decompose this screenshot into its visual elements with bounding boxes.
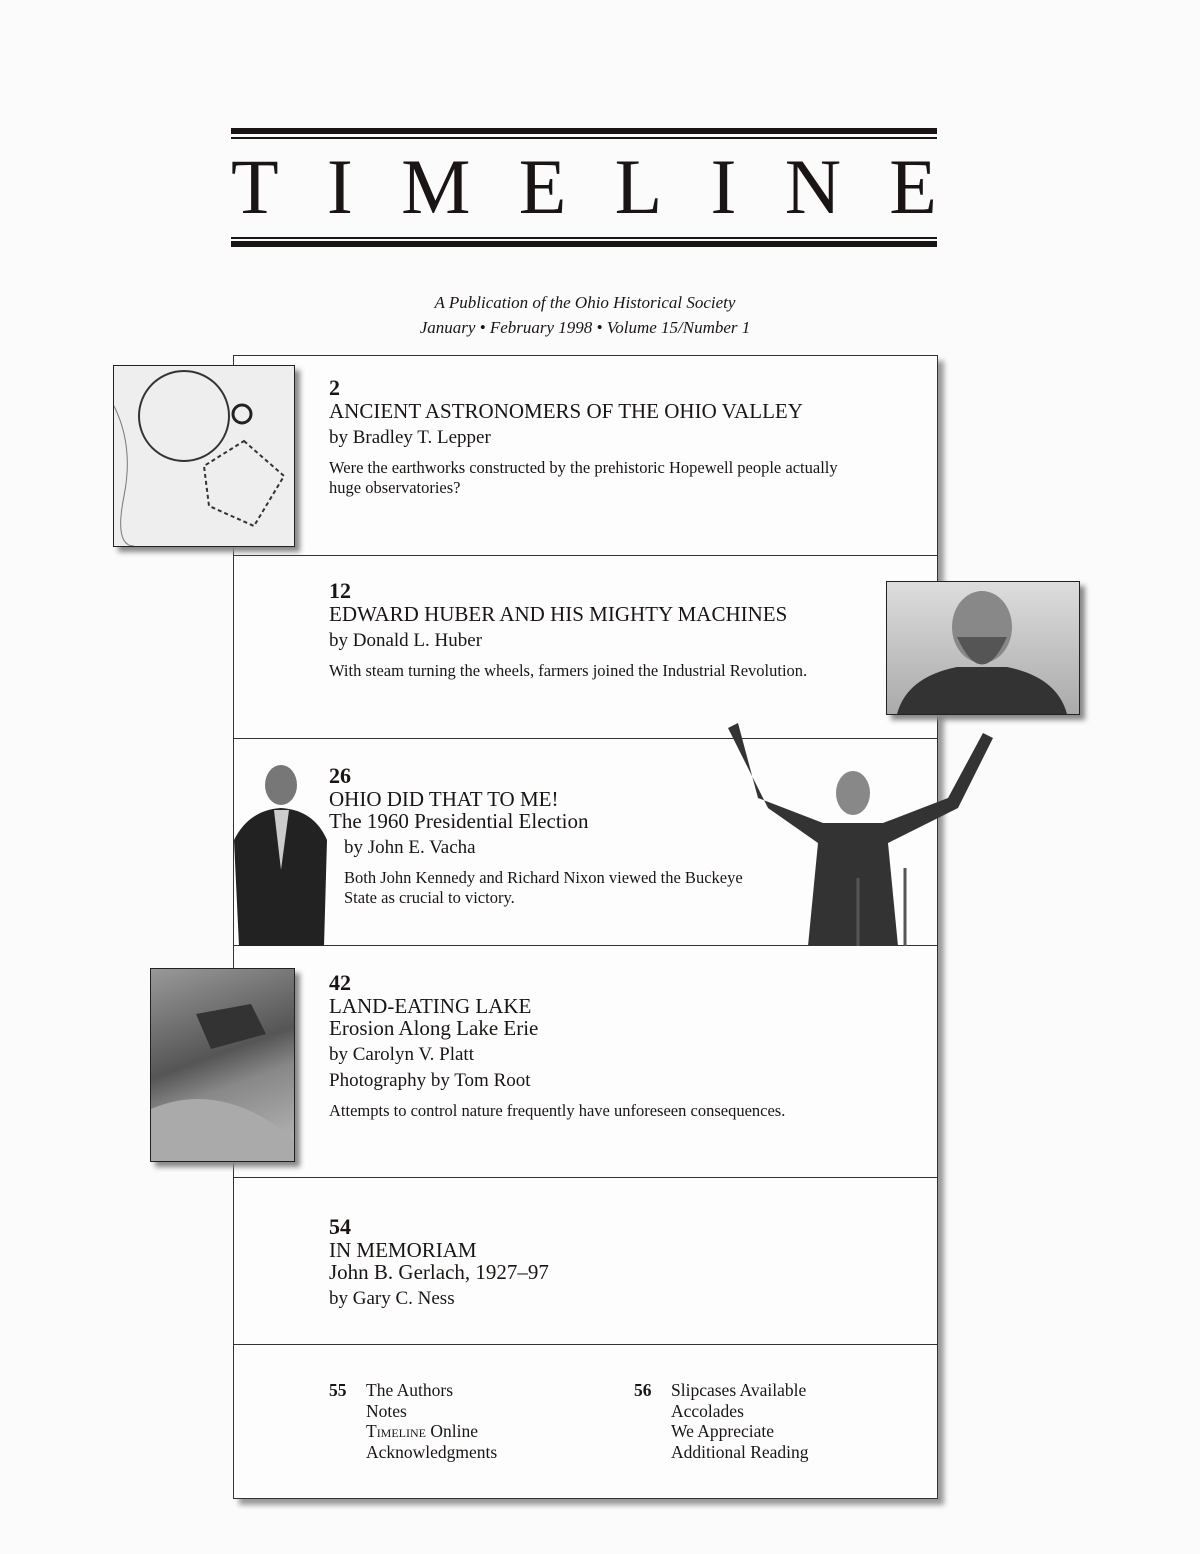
masthead-letter: T [231, 143, 279, 230]
publication-line: A Publication of the Ohio Historical Society [434, 293, 736, 312]
issue-line: January • February 1998 • Volume 15/Number 1 [419, 318, 751, 337]
article-entry[interactable] [234, 555, 937, 739]
masthead-letter: E [889, 143, 937, 230]
page-number: 55 [329, 1380, 347, 1400]
article-byline: by Bradley T. Lepper [329, 427, 491, 448]
article-description: With steam turning the wheels, farmers joined the Industrial Revolution. [329, 661, 808, 680]
timeline-smallcaps: Timeline [366, 1421, 427, 1441]
department-item[interactable]: Acknowledgments [366, 1441, 498, 1462]
department-item[interactable]: The Authors [366, 1380, 454, 1400]
department-item[interactable]: Slipcases Available [671, 1380, 807, 1400]
page-number: 42 [329, 970, 351, 995]
departments-col-55 [329, 1380, 497, 1462]
masthead-letter: I [710, 143, 737, 230]
nixon-illustration [708, 718, 1005, 946]
aerial-illustration [151, 969, 294, 1161]
masthead-rule [231, 237, 937, 239]
page-number: 54 [329, 1214, 351, 1239]
earthworks-map-image [113, 365, 295, 547]
article-byline: by Carolyn V. Platt [329, 1044, 474, 1065]
page-number: 12 [329, 578, 351, 603]
masthead-title [231, 142, 937, 232]
masthead-letter: E [518, 143, 567, 230]
article-title[interactable]: OHIO DID THAT TO ME! [329, 787, 559, 811]
page-number: 26 [329, 763, 351, 788]
masthead-letter: L [614, 143, 663, 230]
article-entry[interactable] [234, 356, 937, 556]
article-description: Were the earthworks constructed by the prehistoric Hopewell people actually huge observatories? [329, 458, 838, 497]
department-item[interactable]: We Appreciate [671, 1421, 775, 1441]
article-subtitle: The 1960 Presidential Election [329, 809, 589, 833]
article-subtitle: John B. Gerlach, 1927–97 [329, 1260, 549, 1284]
map-illustration [114, 366, 294, 546]
article-title[interactable]: LAND-EATING LAKE [329, 994, 532, 1018]
masthead-letter: M [401, 143, 471, 230]
article-entry[interactable] [234, 945, 937, 1178]
article-byline: by Gary C. Ness [329, 1288, 455, 1309]
edward-huber-portrait [886, 581, 1080, 715]
article-title[interactable]: IN MEMORIAM [329, 1238, 477, 1262]
article-title[interactable]: ANCIENT ASTRONOMERS OF THE OHIO VALLEY [329, 399, 803, 423]
masthead-letter: I [326, 143, 353, 230]
department-item[interactable]: Notes [366, 1400, 407, 1421]
article-description: Both John Kennedy and Richard Nixon viewed the Buckeye State as crucial to victory. [344, 868, 743, 907]
page-number: 2 [329, 375, 340, 400]
masthead-letter: N [784, 143, 842, 230]
portrait-illustration [887, 582, 1079, 714]
nixon-photo [708, 718, 1005, 946]
article-subtitle: Erosion Along Lake Erie [329, 1016, 539, 1040]
photo-credit: Photography by Tom Root [329, 1070, 531, 1091]
article-entry[interactable] [234, 1177, 937, 1345]
departments-col-56 [634, 1380, 809, 1462]
article-byline: by Donald L. Huber [329, 630, 483, 651]
department-item[interactable]: Additional Reading [671, 1441, 809, 1462]
masthead-rule [231, 128, 937, 134]
article-description: Attempts to control nature frequently have unforeseen consequences. [329, 1101, 786, 1120]
department-item[interactable]: Accolades [671, 1400, 744, 1421]
kennedy-photo [229, 760, 330, 946]
masthead-rule [231, 137, 937, 139]
masthead-rule [231, 241, 937, 247]
page-number: 56 [634, 1380, 652, 1400]
article-title[interactable]: EDWARD HUBER AND HIS MIGHTY MACHINES [329, 602, 788, 626]
kennedy-illustration [229, 760, 330, 946]
department-item[interactable] [366, 1421, 497, 1442]
article-byline: by John E. Vacha [344, 837, 476, 858]
online-label: Online [426, 1421, 479, 1441]
lake-erie-erosion-photo [150, 968, 295, 1162]
